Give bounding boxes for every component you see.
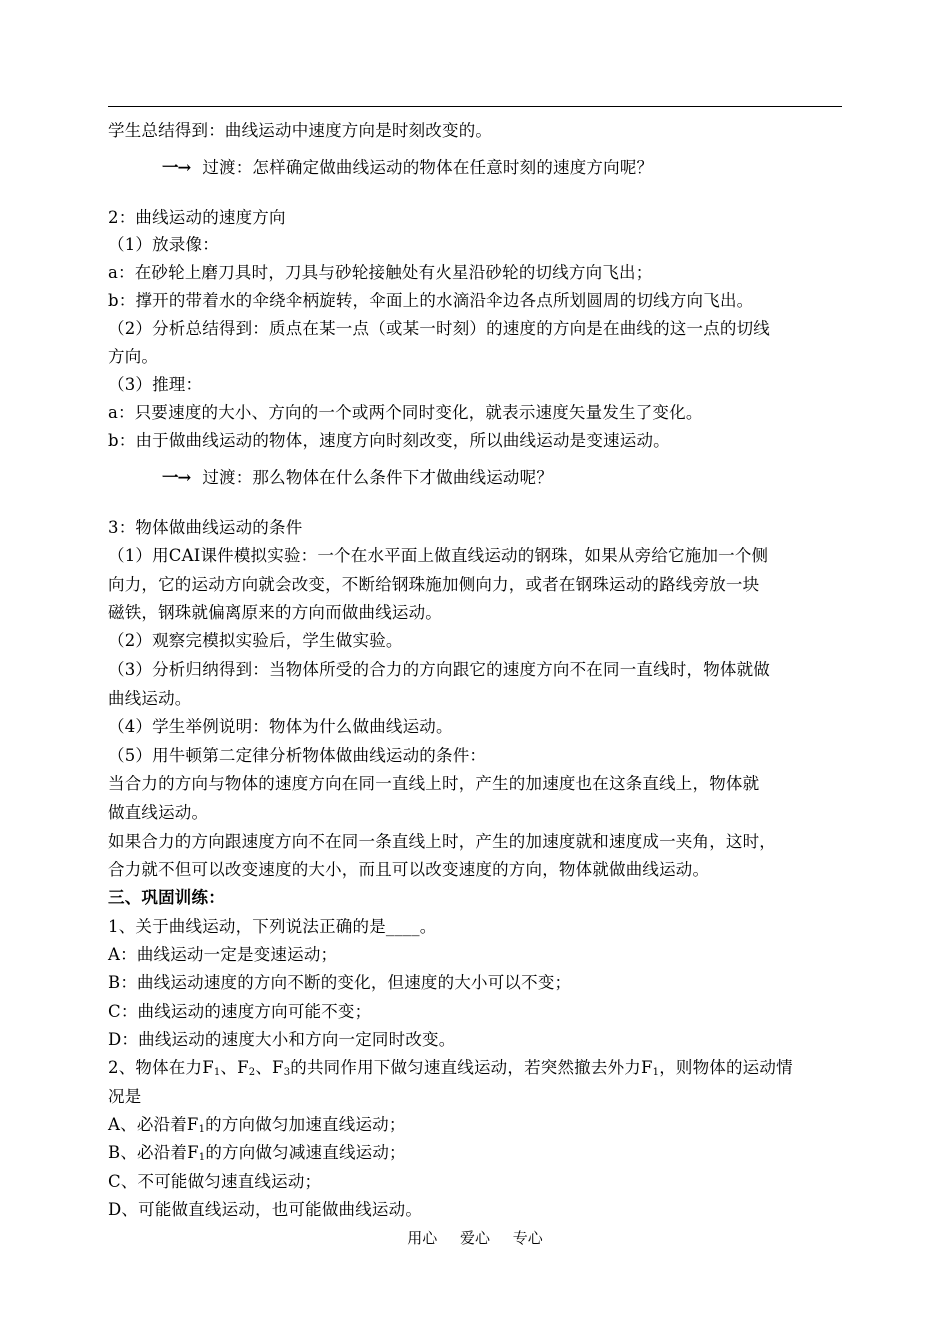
text-line: 磁铁，钢珠就偏离原来的方向而做曲线运动。: [108, 603, 442, 622]
text-line: （4）学生举例说明：物体为什么做曲线运动。: [108, 717, 453, 736]
text-span: 过渡：那么物体在什么条件下才做曲线运动呢？: [202, 468, 554, 487]
section-heading: 2：曲线运动的速度方向: [108, 208, 286, 227]
text-line: （5）用牛顿第二定律分析物体做曲线运动的条件：: [108, 746, 487, 765]
text-span: A、必沿着F: [108, 1115, 199, 1134]
section-heading-bold: 三、巩固训练：: [108, 888, 225, 907]
transition-line: [162, 467, 553, 489]
option-line: A：曲线运动一定是变速运动；: [108, 945, 338, 964]
text-span: 过渡：怎样确定做曲线运动的物体在任意时刻的速度方向呢？: [202, 158, 654, 177]
footer-word: 爱心: [459, 1229, 490, 1247]
question-line: 1、关于曲线运动，下列说法正确的是____。: [108, 917, 437, 936]
text-line: （2）观察完模拟实验后，学生做实验。: [108, 631, 403, 650]
text-span: ，则物体的运动情: [659, 1058, 793, 1077]
subscript: 1: [198, 1152, 206, 1163]
option-line: C、不可能做匀速直线运动；: [108, 1172, 322, 1191]
text-line: 曲线运动。: [108, 689, 192, 708]
subscript: 3: [283, 1067, 291, 1078]
transition-line: [162, 157, 653, 179]
text-line: a：在砂轮上磨刀具时，刀具与砂轮接触处有火星沿砂轮的切线方向飞出；: [108, 263, 653, 282]
text-line: 合力就不但可以改变速度的大小，而且可以改变速度的方向，物体就做曲线运动。: [108, 860, 710, 879]
option-line: B：曲线运动速度的方向不断的变化，但速度的大小可以不变；: [108, 973, 572, 992]
text-line: 向力，它的运动方向就会改变，不断给钢珠施加侧向力，或者在钢珠运动的路线旁放一块: [108, 575, 760, 594]
footer-word: 专心: [512, 1229, 543, 1247]
text-span: 、F: [255, 1058, 284, 1077]
text-span: 的方向做匀加速直线运动；: [205, 1115, 406, 1134]
subscript: 2: [248, 1067, 256, 1078]
text-span: 的方向做匀减速直线运动；: [205, 1143, 406, 1162]
text-span: 2、物体在力F: [108, 1058, 214, 1077]
text-span: 、F: [220, 1058, 249, 1077]
footer-word: 用心: [407, 1229, 438, 1247]
text-line: （3）推理：: [108, 375, 203, 394]
text-span: 的共同作用下做匀速直线运动，若突然撤去外力F: [290, 1058, 653, 1077]
page-footer: [0, 1228, 950, 1248]
text-line: 学生总结得到：曲线运动中速度方向是时刻改变的。: [108, 121, 493, 140]
question-line: [108, 1057, 793, 1084]
text-line: （1）放录像：: [108, 235, 219, 254]
option-line: [108, 1142, 406, 1169]
arrow-icon: 一→: [162, 468, 191, 487]
arrow-icon: 一→: [162, 158, 191, 177]
header-rule: [108, 106, 842, 107]
option-line: D、可能做直线运动，也可能做曲线运动。: [108, 1200, 423, 1219]
subscript: 1: [652, 1067, 660, 1078]
text-line: （2）分析总结得到：质点在某一点（或某一时刻）的速度的方向是在曲线的这一点的切线: [108, 319, 770, 338]
text-line: 做直线运动。: [108, 803, 209, 822]
text-line: 当合力的方向与物体的速度方向在同一直线上时，产生的加速度也在这条直线上，物体就: [108, 774, 760, 793]
text-line: b：由于做曲线运动的物体，速度方向时刻改变，所以曲线运动是变速运动。: [108, 431, 670, 450]
subscript: 1: [213, 1067, 221, 1078]
subscript: 1: [198, 1124, 206, 1135]
text-line: a：只要速度的大小、方向的一个或两个同时变化，就表示速度矢量发生了变化。: [108, 403, 703, 422]
option-line: [108, 1114, 406, 1141]
text-line: （1）用CAI课件模拟实验：一个在水平面上做直线运动的钢珠，如果从旁给它施加一个侧: [108, 546, 769, 565]
section-heading: 3：物体做曲线运动的条件: [108, 518, 303, 537]
text-line: （3）分析归纳得到：当物体所受的合力的方向跟它的速度方向不在同一直线时，物体就做: [108, 660, 770, 679]
option-line: C：曲线运动的速度方向可能不变；: [108, 1002, 372, 1021]
text-line: 况是: [108, 1087, 142, 1106]
option-line: D：曲线运动的速度大小和方向一定同时改变。: [108, 1030, 456, 1049]
text-line: b：撑开的带着水的伞绕伞柄旋转，伞面上的水滴沿伞边各点所划圆周的切线方向飞出。: [108, 291, 754, 310]
text-span: B、必沿着F: [108, 1143, 199, 1162]
text-line: 如果合力的方向跟速度方向不在同一条直线上时，产生的加速度就和速度成一夹角，这时，: [108, 832, 776, 851]
text-line: 方向。: [108, 347, 159, 366]
